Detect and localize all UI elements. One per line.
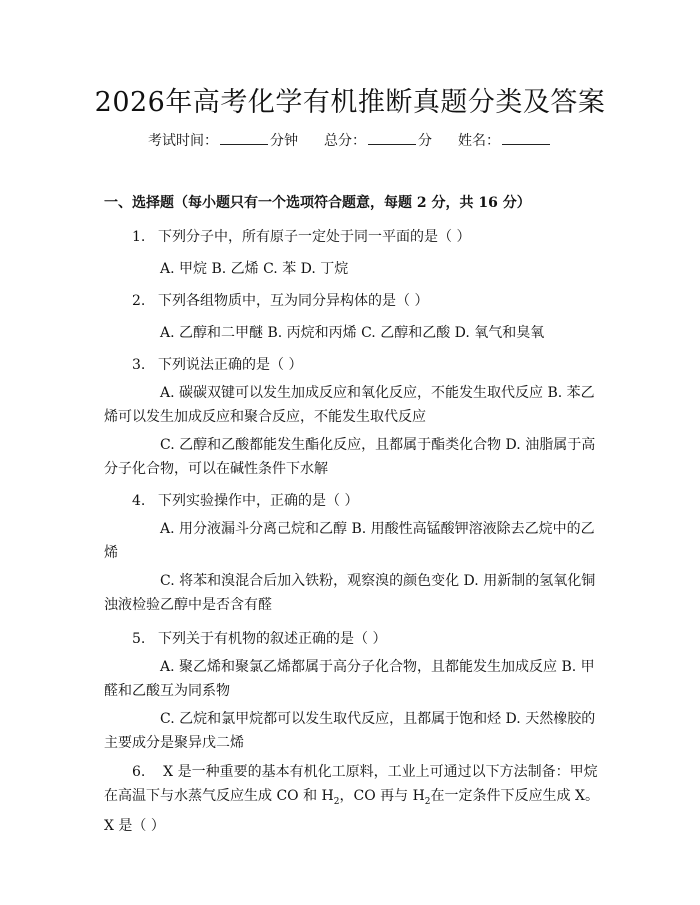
- question-number: 5.: [132, 631, 146, 647]
- time-label: 考试时间：: [148, 133, 218, 149]
- question-stem: 下列实验操作中，正确的是（ ）: [158, 493, 359, 509]
- time-blank: [220, 132, 268, 145]
- score-label: 总分：: [324, 133, 366, 149]
- question-stem: 下列分子中，所有原子一定处于同一平面的是（ ）: [158, 229, 471, 245]
- question-stem-part-b: ，CO 再与 H: [339, 788, 425, 804]
- question-4-options-ab: A. 用分液漏斗分离己烷和乙醇 B. 用酸性高锰酸钾溶液除去乙烷中的乙烯: [104, 521, 595, 561]
- question-number: 3.: [132, 357, 146, 373]
- question-stem: 下列各组物质中，互为同分异构体的是（ ）: [158, 293, 429, 309]
- subscript-2: 2: [424, 796, 431, 807]
- question-1-options: A. 甲烷 B. 乙烯 C. 苯 D. 丁烷: [160, 261, 349, 277]
- question-stem: 下列关于有机物的叙述正确的是（ ）: [158, 631, 387, 647]
- section-heading: 一、选择题（每小题只有一个选项符合题意，每题 2 分，共 16 分）: [104, 195, 531, 211]
- time-unit: 分钟: [270, 133, 298, 149]
- question-5: [132, 628, 386, 648]
- question-5-options-cd: C. 乙烷和氯甲烷都可以发生取代反应，且都属于饱和烃 D. 天然橡胶的主要成分是聚异戊二烯: [104, 711, 596, 751]
- exam-meta-line: [0, 130, 700, 150]
- score-blank: [368, 132, 416, 145]
- question-3-options-cd: C. 乙醇和乙酸都能发生酯化反应，且都属于酯类化合物 D. 油脂属于高分子化合物，可以在碱性条件下水解: [104, 437, 596, 477]
- name-label: 姓名：: [458, 133, 500, 149]
- question-1: [132, 226, 470, 246]
- subscript-2: 2: [333, 796, 340, 807]
- question-number: 6.: [132, 764, 146, 780]
- question-stem-part-a: X 是一种重要的基本有机化工原料，工业上可通过以下方法制备：甲烷在高温下与水蒸气反应生成 CO 和 H: [104, 764, 598, 804]
- question-stem-part-c: 在一定条件下反应生成 X。X 是（ ）: [104, 788, 599, 834]
- question-6: [104, 760, 600, 838]
- question-2: [132, 290, 428, 310]
- question-4: [132, 490, 358, 510]
- score-unit: 分: [418, 133, 432, 149]
- question-3-options-ab: A. 碳碳双键可以发生加成反应和氧化反应，不能发生取代反应 B. 苯乙烯可以发生加成反应和聚合反应，不能发生取代反应: [104, 385, 595, 425]
- question-number: 4.: [132, 493, 146, 509]
- question-5-options-ab: A. 聚乙烯和聚氯乙烯都属于高分子化合物，且都能发生加成反应 B. 甲醛和乙酸互为同系物: [104, 659, 595, 699]
- question-stem: 下列说法正确的是（ ）: [158, 357, 303, 373]
- question-4-options-cd: C. 将苯和溴混合后加入铁粉，观察溴的颜色变化 D. 用新制的氢氧化铜浊液检验乙醇中是否含有醛: [104, 573, 596, 613]
- name-blank: [502, 132, 550, 145]
- question-number: 2.: [132, 293, 146, 309]
- page-title: 2026年高考化学有机推断真题分类及答案: [94, 87, 606, 118]
- question-number: 1.: [132, 229, 146, 245]
- question-2-options: A. 乙醇和二甲醚 B. 丙烷和丙烯 C. 乙醇和乙酸 D. 氧气和臭氧: [160, 325, 545, 341]
- question-3: [132, 354, 302, 374]
